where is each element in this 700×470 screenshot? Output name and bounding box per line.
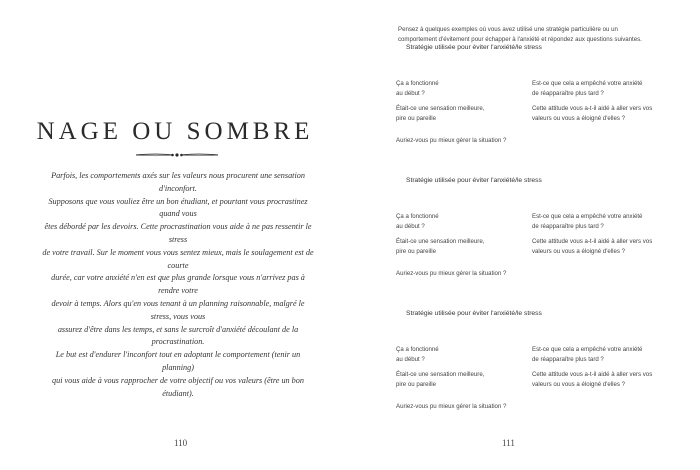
question-values: Cette attitude vous a-t-il aidé à aller vers vos valeurs ou vous a éloigné d'elles ? [532,238,653,255]
page-number-right: 111 [502,438,515,448]
question-worked: Ça a fonctionné au début ? [396,346,439,363]
exercise-prompt [398,25,668,44]
ornament-divider-icon [132,150,222,160]
page-title: NAGE OU SOMBRE [36,118,314,145]
intro-paragraph [42,170,314,400]
intro-line: Parfois, les comportements axés sur les valeurs nous procurent une sensation d'inconfort. [51,171,305,193]
intro-line: êtes débordé par les devoirs. Cette procrastination vous aide à ne pas ressentir le stress [44,222,312,244]
intro-line: qui vous aide à vous rapprocher de votre objectif ou vos valeurs (être un bon étudiant). [52,375,304,398]
intro-line: de votre travail. Sur le moment vous vous sentez mieux, mais le soulagement est de courte [42,247,314,270]
right-page [350,0,700,470]
page-number-left: 110 [174,438,188,448]
question-worked: Ça a fonctionné au début ? [396,213,439,230]
intro-line: devoir à temps. Alors qu'en vous tenant à un planning raisonnable, malgré le stress, vous vous [51,298,305,321]
intro-line: Le but est d'endurer l'inconfort tout en adoptant le comportement (tenir un planning) [55,350,301,372]
question-values: Cette attitude vous a-t-il aidé à aller vers vos valeurs ou vous a éloigné d'elles ? [532,371,653,388]
intro-line: durée, car votre anxiété n'en est que plus grande lorsque vous n'arrivez pas à rendre votre [51,273,305,296]
prompt-line: comportement d'évitement pour échapper à l'anxiété et répondez aux questions suivantes. [398,35,642,43]
question-prevented: Est-ce que cela a empêché votre anxiété de réapparaître plus tard ? [532,213,643,230]
strategy-block-3 [396,310,676,420]
question-better: Auriez-vous pu mieux gérer la situation ? [396,403,507,410]
strategy-title: Stratégie utilisée pour éviter l'anxiété/le stress [406,44,542,51]
strategy-block-2 [396,177,676,287]
strategy-block-1 [396,44,676,154]
prompt-line: Pensez à quelques exemples où vous avez utilisé une stratégie particulière ou un [398,26,618,33]
question-feeling: Était-ce une sensation meilleure, pire ou pareille [396,105,485,122]
question-prevented: Est-ce que cela a empêché votre anxiété de réapparaître plus tard ? [532,80,643,97]
question-feeling: Était-ce une sensation meilleure, pire ou pareille [396,371,485,388]
strategy-title: Stratégie utilisée pour éviter l'anxiété/le stress [406,177,542,184]
intro-line: assurez d'être dans les temps, et sans le surcroît d'anxiété découlant de la procrastination. [57,324,299,347]
question-better: Auriez-vous pu mieux gérer la situation ? [396,137,507,144]
intro-line: Supposons que vous vouliez être un bon étudiant, et pourtant vous procrastinez quand vous [48,196,308,219]
strategy-title: Stratégie utilisée pour éviter l'anxiété/le stress [406,310,542,317]
question-better: Auriez-vous pu mieux gérer la situation ? [396,270,507,277]
question-values: Cette attitude vous a-t-il aidé à aller vers vos valeurs ou vous a éloigné d'elles ? [532,105,653,122]
question-prevented: Est-ce que cela a empêché votre anxiété de réapparaître plus tard ? [532,346,643,363]
question-feeling: Était-ce une sensation meilleure, pire ou pareille [396,238,485,255]
question-worked: Ça a fonctionné au début ? [396,80,439,97]
